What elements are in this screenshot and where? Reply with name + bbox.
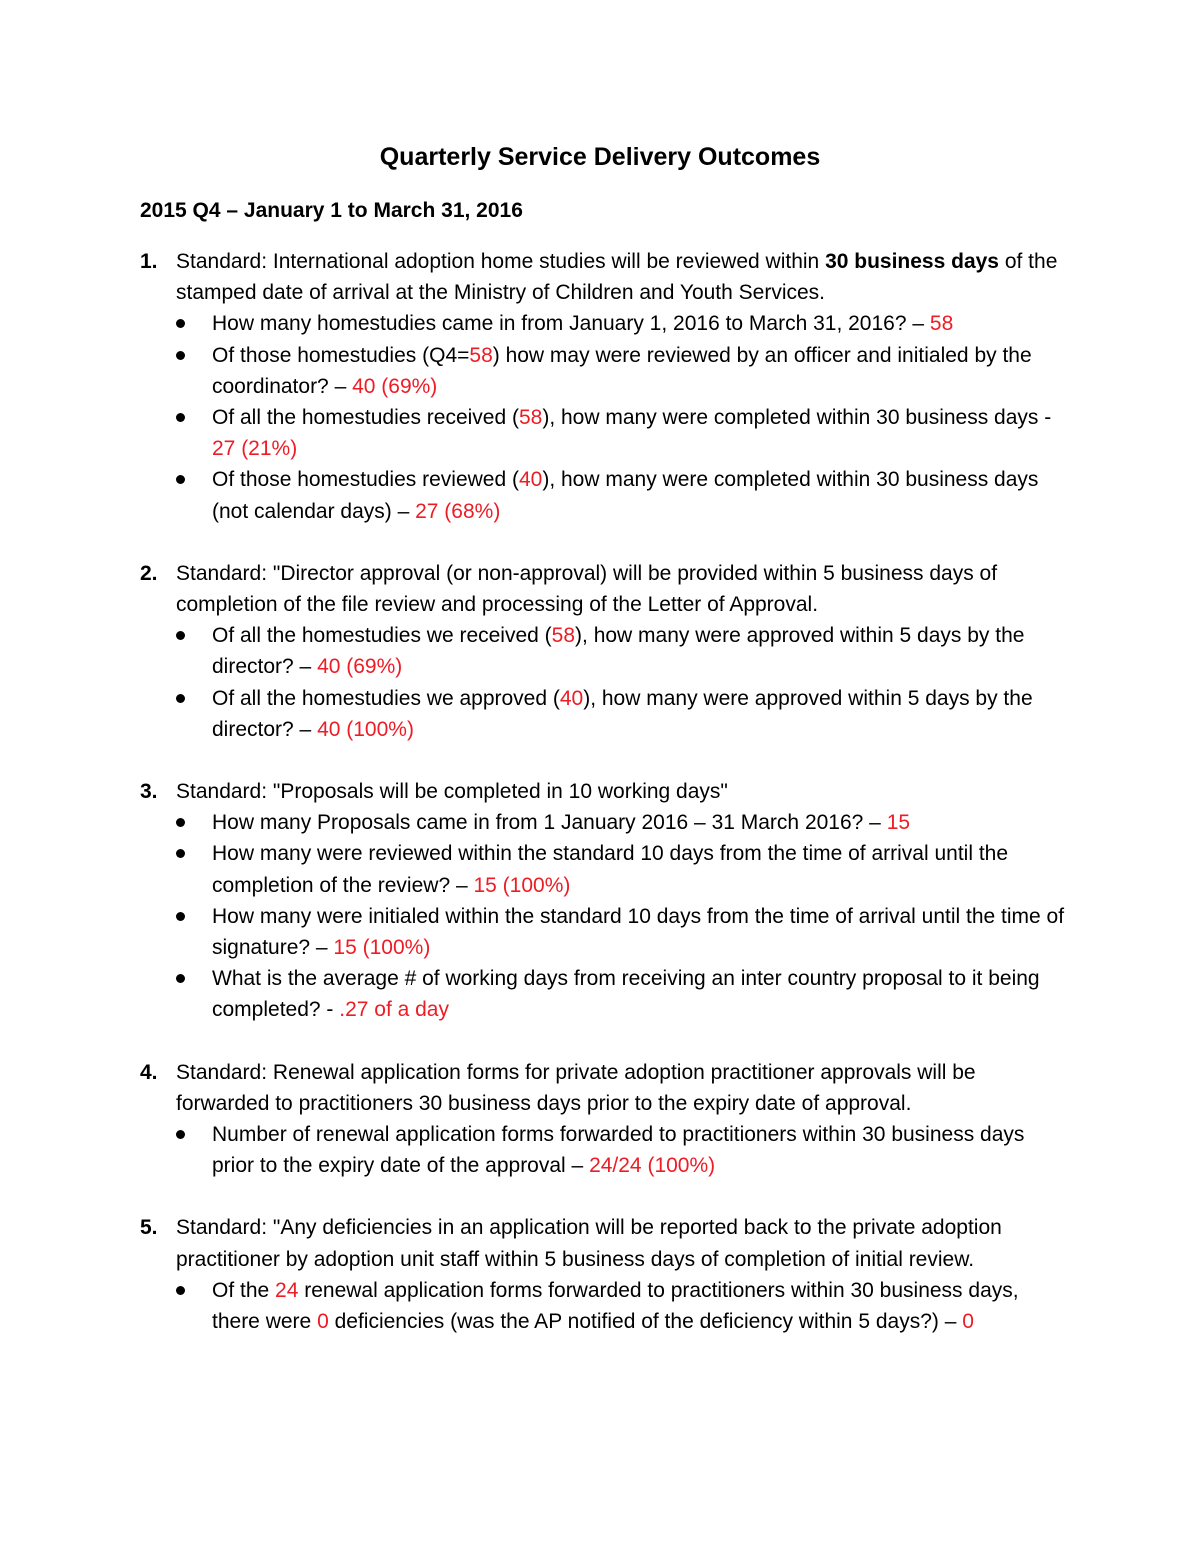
- item-number: 2.: [140, 561, 158, 585]
- standard-item-1: [140, 246, 1070, 527]
- text-run: How many were reviewed within the standard 10 days from the time of arrival until the completion of the review? –: [212, 842, 1009, 897]
- standards-list: [140, 246, 1070, 1368]
- bullet-item: [176, 963, 1070, 1025]
- bullet-item: [176, 838, 1070, 900]
- text-run: Of the: [212, 1278, 276, 1302]
- text-run: What is the average # of working days from receiving an inter country proposal to it being completed? -: [212, 967, 1040, 1022]
- bullet-item: [176, 807, 1070, 838]
- standard-text: Standard: "Proposals will be completed in 10 working days": [176, 780, 728, 804]
- text-run: of the stamped date of arrival at the Ministry of Children and Youth Services.: [176, 250, 1058, 305]
- standard-text: Standard: Renewal application forms for private adoption practitioner approvals will be forwarded to practitioners 30 business days prior to the expiry date of approval.: [176, 1060, 976, 1115]
- bullet-item: [176, 1275, 1070, 1337]
- bullet-icon: [176, 475, 185, 484]
- bullet-icon: [176, 818, 185, 827]
- bullet-item: [176, 340, 1070, 402]
- value-run: 58: [469, 343, 493, 367]
- value-run: 40 (69%): [352, 374, 438, 398]
- text-run: ), how many were completed within 30 business days -: [542, 406, 1052, 430]
- value-run: 40 (100%): [317, 717, 414, 741]
- text-run: ), how many were approved within 5 days by the director? –: [212, 624, 1025, 679]
- bullet-item: [176, 620, 1070, 682]
- standard-item-5: [140, 1212, 1070, 1337]
- bullet-item: [176, 1119, 1070, 1181]
- text-run: How many homestudies came in from January 1, 2016 to March 31, 2016? –: [212, 312, 930, 336]
- value-run: 40: [559, 686, 584, 710]
- text-run: deficiencies (was the AP notified of the deficiency within 5 days?) –: [328, 1310, 963, 1334]
- bullet-icon: [176, 631, 185, 640]
- bullet-icon: [176, 351, 185, 360]
- value-run: 58: [551, 624, 576, 648]
- standard-text: [176, 246, 1070, 308]
- text-run: renewal application forms forwarded to practitioners within 30 business days, there were: [212, 1278, 1019, 1334]
- text-run: Of all the homestudies we received (: [212, 624, 552, 648]
- text-run: How many Proposals came in from 1 January 2016 – 31 March 2016? –: [212, 811, 887, 835]
- bullet-icon: [176, 1130, 185, 1139]
- value-run: 0: [962, 1310, 974, 1334]
- value-run: 15 (100%): [333, 936, 431, 960]
- bullet-list: [176, 1275, 1070, 1337]
- bullet-item: [176, 683, 1070, 745]
- value-run: 58: [929, 312, 954, 336]
- text-run: Of all the homestudies we approved (: [212, 686, 560, 710]
- bullet-icon: [176, 694, 185, 703]
- item-number: 3.: [140, 780, 158, 804]
- text-run: ), how many were completed within 30 business days (not calendar days) –: [212, 468, 1039, 523]
- value-run: 40 (69%): [317, 655, 403, 679]
- standard-item-3: [140, 776, 1070, 1026]
- bullet-item: [176, 402, 1070, 464]
- value-run: 0: [317, 1310, 329, 1334]
- bullet-list: [176, 620, 1070, 745]
- bullet-icon: [176, 319, 185, 328]
- text-run: ) how may were reviewed by an officer and initialed by the coordinator? –: [212, 343, 1032, 398]
- value-run: .27 of a day: [339, 998, 449, 1022]
- bullet-icon: [176, 849, 185, 858]
- reporting-period: 2015 Q4 – January 1 to March 31, 2016: [140, 199, 523, 222]
- text-run: Of all the homestudies received (: [212, 406, 519, 430]
- bullet-item: [176, 464, 1070, 526]
- value-run: 40: [518, 468, 543, 492]
- item-number: 4.: [140, 1060, 158, 1084]
- value-run: 58: [518, 406, 543, 430]
- bullet-icon: [176, 1286, 185, 1295]
- item-number: 5.: [140, 1216, 158, 1240]
- bullet-list: [176, 308, 1070, 526]
- item-number: 1.: [140, 250, 158, 273]
- bullet-list: [176, 1119, 1070, 1181]
- standard-item-2: [140, 558, 1070, 745]
- page-title: Quarterly Service Delivery Outcomes: [379, 143, 821, 171]
- value-run: 27 (21%): [212, 437, 298, 461]
- value-run: 15 (100%): [473, 873, 571, 897]
- bullet-icon: [176, 974, 185, 983]
- value-run: 15: [886, 811, 911, 835]
- text-run: How many were initialed within the standard 10 days from the time of arrival until the time of signature? –: [212, 904, 1065, 960]
- text-run: Of those homestudies (Q4=: [212, 343, 470, 367]
- bullet-list: [176, 807, 1070, 1025]
- bold-run: 30 business days: [825, 250, 999, 273]
- standard-item-4: [140, 1057, 1070, 1182]
- text-run: Number of renewal application forms forwarded to practitioners within 30 business days prior to the expiry date of the approval –: [212, 1123, 1025, 1178]
- text-run: Of those homestudies reviewed (: [212, 468, 519, 492]
- value-run: 27 (68%): [415, 499, 501, 523]
- bullet-icon: [176, 413, 185, 422]
- standard-text: Standard: "Director approval (or non-approval) will be provided within 5 business days of completion of the file review and processing of the Letter of Approval.: [176, 561, 998, 617]
- bullet-item: [176, 901, 1070, 963]
- value-run: 24/24 (100%): [589, 1154, 716, 1178]
- bullet-item: [176, 308, 1070, 339]
- bullet-icon: [176, 912, 185, 921]
- text-run: ), how many were approved within 5 days by the director? –: [212, 686, 1033, 741]
- standard-text: Standard: "Any deficiencies in an application will be reported back to the private adoption practitioner by adoption unit staff within 5 business days of completion of initial review.: [176, 1216, 1002, 1271]
- text-run: Standard: International adoption home studies will be reviewed within: [176, 250, 826, 273]
- value-run: 24: [275, 1278, 299, 1302]
